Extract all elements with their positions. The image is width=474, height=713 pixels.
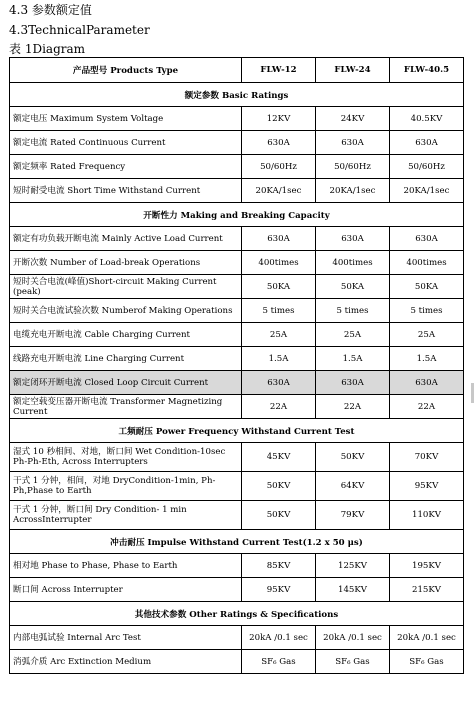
row-value: 12KV	[242, 107, 316, 131]
row-label: 额定频率 Rated Frequency	[10, 155, 242, 179]
row-value: 630A	[390, 371, 464, 395]
row-value: 5 times	[390, 299, 464, 323]
section-row	[10, 83, 464, 107]
row-label: 短时关合电流(峰值)Short-circuit Making Current (peak)	[10, 275, 242, 299]
row-value: 24KV	[316, 107, 390, 131]
header-model: FLW-40.5	[390, 58, 464, 83]
row-value: 64KV	[316, 472, 390, 501]
row-value: 85KV	[242, 554, 316, 578]
row-value: 5 times	[242, 299, 316, 323]
row-value: 630A	[242, 227, 316, 251]
row-value: 50KA	[316, 275, 390, 299]
table-row	[10, 578, 464, 602]
section-title: 冲击耐压 Impulse Withstand Current Test(1.2 x 50 μs)	[10, 530, 464, 554]
table-row	[10, 155, 464, 179]
row-value: 25A	[242, 323, 316, 347]
row-value: 50KA	[242, 275, 316, 299]
row-value: 25A	[390, 323, 464, 347]
table-row	[10, 107, 464, 131]
row-value: 50KA	[390, 275, 464, 299]
section-row	[10, 419, 464, 443]
row-value: 50/60Hz	[390, 155, 464, 179]
section-row	[10, 530, 464, 554]
row-value: 50/60Hz	[242, 155, 316, 179]
row-label: 线路充电开断电流 Line Charging Current	[10, 347, 242, 371]
section-title: 额定参数 Basic Ratings	[10, 83, 464, 107]
row-value: 20KA/1sec	[242, 179, 316, 203]
row-value: 25A	[316, 323, 390, 347]
section-title: 工频耐压 Power Frequency Withstand Current Test	[10, 419, 464, 443]
row-value: 70KV	[390, 443, 464, 472]
row-value: 50KV	[242, 501, 316, 530]
table-row	[10, 131, 464, 155]
table-row	[10, 347, 464, 371]
row-label: 湿式 10 秒相间、对地，断口间 Wet Condition-10sec Ph-Ph-Eth, Across Interrupters	[10, 443, 242, 472]
row-value: 20KA/1sec	[390, 179, 464, 203]
row-label: 相对地 Phase to Phase, Phase to Earth	[10, 554, 242, 578]
row-value: 400times	[390, 251, 464, 275]
section-title: 其他技术参数 Other Ratings & Specifications	[10, 602, 464, 626]
row-label: 额定闭环开断电流 Closed Loop Circuit Current	[10, 371, 242, 395]
row-value: 1.5A	[390, 347, 464, 371]
row-value: 630A	[316, 371, 390, 395]
row-value: 45KV	[242, 443, 316, 472]
row-value: 79KV	[316, 501, 390, 530]
row-value: 22A	[242, 395, 316, 419]
row-value: 5 times	[316, 299, 390, 323]
row-value: 630A	[390, 131, 464, 155]
row-label: 短时关合电流试验次数 Numberof Making Operations	[10, 299, 242, 323]
table-row	[10, 299, 464, 323]
table-header-row	[10, 58, 464, 83]
row-label: 额定电流 Rated Continuous Current	[10, 131, 242, 155]
row-value: 22A	[390, 395, 464, 419]
row-value: 22A	[316, 395, 390, 419]
table-row	[10, 650, 464, 674]
parameter-table	[9, 57, 464, 674]
section-title: 开断性力 Making and Breaking Capacity	[10, 203, 464, 227]
row-label: 短时耐受电流 Short Time Withstand Current	[10, 179, 242, 203]
row-value: 630A	[242, 131, 316, 155]
section-row	[10, 602, 464, 626]
row-value: 630A	[390, 227, 464, 251]
row-value: SF₆ Gas	[242, 650, 316, 674]
row-label: 干式 1 分钟，断口间 Dry Condition- 1 min AcrossInterrupter	[10, 501, 242, 530]
row-value: 400times	[242, 251, 316, 275]
row-value: 110KV	[390, 501, 464, 530]
row-value: 195KV	[390, 554, 464, 578]
row-value: 145KV	[316, 578, 390, 602]
row-value: 630A	[316, 131, 390, 155]
table-row	[10, 395, 464, 419]
row-value: 1.5A	[316, 347, 390, 371]
table-row	[10, 323, 464, 347]
table-row	[10, 501, 464, 530]
row-label: 干式 1 分钟，相间，对地 DryCondition-1min, Ph-Ph,Phase to Earth	[10, 472, 242, 501]
row-value: 20kA /0.1 sec	[390, 626, 464, 650]
row-value: 630A	[242, 371, 316, 395]
section-row	[10, 203, 464, 227]
table-row	[10, 275, 464, 299]
row-value: 20KA/1sec	[316, 179, 390, 203]
row-label: 断口间 Across Interrupter	[10, 578, 242, 602]
row-value: 215KV	[390, 578, 464, 602]
section-heading-en: 4.3TechnicalParameter	[9, 23, 150, 37]
row-label: 额定电压 Maximum System Voltage	[10, 107, 242, 131]
table-row	[10, 227, 464, 251]
table-row	[10, 443, 464, 472]
table-row	[10, 371, 464, 395]
row-label: 消弧介质 Arc Extinction Medium	[10, 650, 242, 674]
row-value: 20kA /0.1 sec	[316, 626, 390, 650]
row-value: 125KV	[316, 554, 390, 578]
row-label: 额定有功负载开断电流 Mainly Active Load Current	[10, 227, 242, 251]
row-label: 电缆充电开断电流 Cable Charging Current	[10, 323, 242, 347]
header-model: FLW-24	[316, 58, 390, 83]
row-label: 内部电弧试验 Internal Arc Test	[10, 626, 242, 650]
row-value: SF₆ Gas	[316, 650, 390, 674]
row-value: 1.5A	[242, 347, 316, 371]
header-model: FLW-12	[242, 58, 316, 83]
table-row	[10, 472, 464, 501]
row-value: 50/60Hz	[316, 155, 390, 179]
table-title: 表 1Diagram	[9, 42, 86, 56]
row-value: 20kA /0.1 sec	[242, 626, 316, 650]
row-value: 95KV	[390, 472, 464, 501]
row-value: 50KV	[242, 472, 316, 501]
row-value: 630A	[316, 227, 390, 251]
row-label: 额定空载变压器开断电流 Transformer Magnetizing Current	[10, 395, 242, 419]
table-row	[10, 251, 464, 275]
row-value: SF₆ Gas	[390, 650, 464, 674]
header-product-type: 产品型号 Products Type	[10, 58, 242, 83]
table-row	[10, 554, 464, 578]
row-value: 50KV	[316, 443, 390, 472]
row-value: 95KV	[242, 578, 316, 602]
table-row	[10, 179, 464, 203]
table-row	[10, 626, 464, 650]
row-value: 400times	[316, 251, 390, 275]
section-heading: 4.3 参数额定值	[9, 3, 92, 17]
row-value: 40.5KV	[390, 107, 464, 131]
row-label: 开断次数 Number of Load-break Operations	[10, 251, 242, 275]
